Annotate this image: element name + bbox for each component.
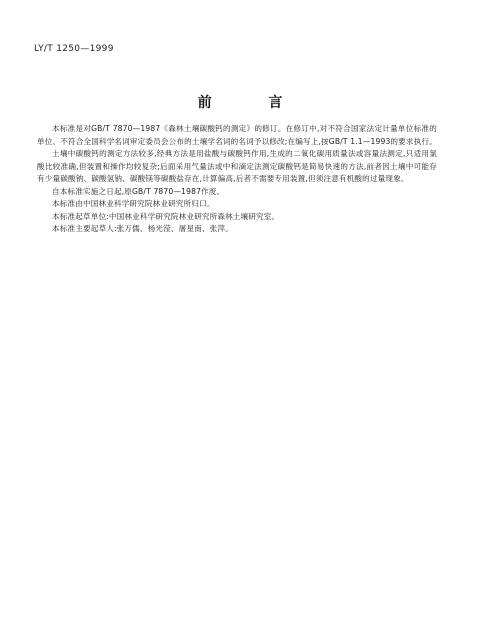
standard-code: LY/T 1250—1999 bbox=[34, 44, 114, 54]
paragraph-revision: 本标准是对GB/T 7870—1987《森林土壤碳酸钙的测定》的修订。在修订中,对不符合国家法定计量单位标准的单位、不符合全国科学名词审定委员会公布的土壤学名词的名词予以修改;在编写上,按GB/T 1.1—1993的要求执行。 bbox=[37, 124, 437, 146]
paragraph-supersedes: 自本标准实施之日起,原GB/T 7870—1987作废。 bbox=[52, 186, 225, 196]
paragraph-drafting-unit: 本标准起草单位:中国林业科学研究院林业研究所森林土壤研究室。 bbox=[52, 211, 280, 221]
paragraph-administered-by: 本标准由中国林业科学研究院林业研究所归口。 bbox=[52, 199, 215, 208]
foreword-body bbox=[37, 123, 437, 236]
page-title: 前 言 bbox=[197, 95, 309, 111]
paragraph-drafters: 本标准主要起草人:张万儒、杨光滢、屠星南、张萍。 bbox=[52, 224, 233, 233]
paragraph-methods: 土壤中碳酸钙的测定方法较多,经典方法是用盐酸与碳酸钙作用,生成的二氧化碳用质量法或容量法测定,只适用氯酸比较准确,但装置和操作均较复杂;后面采用气量法或中和滴定法测定碳酸钙是简易快速的方法,前者因土壤中可能存有少量碳酸钠、碳酸氢钠、碳酸镁等碳酸盐存在,计算偏高,后者不需要专用装置,但须注意有机酸的过量现象。 bbox=[37, 149, 437, 183]
